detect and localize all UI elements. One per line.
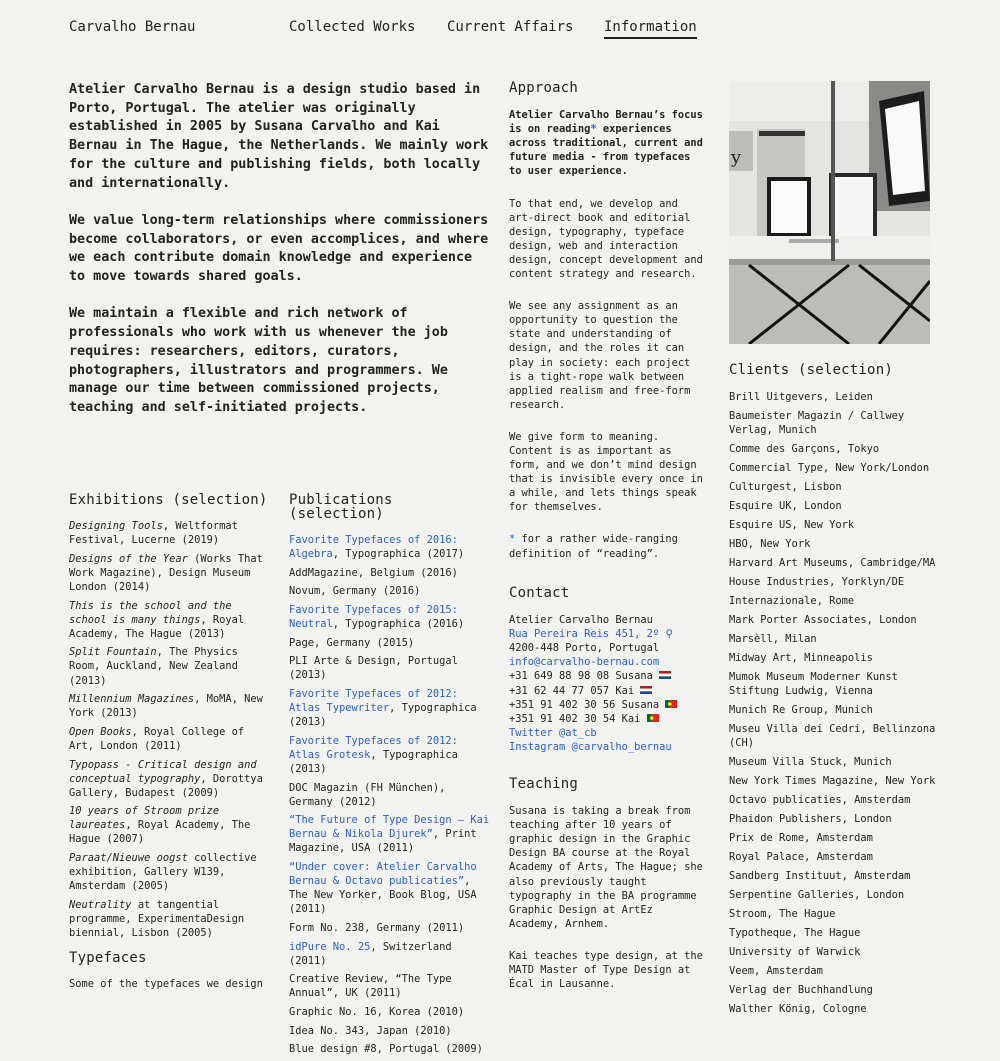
publication-link[interactable]: “Under cover: Atelier Carvalho Bernau & Octavo publicaties” <box>289 861 477 888</box>
publication-item: Page, Germany (2015) <box>289 636 415 649</box>
publication-item[interactable]: Favorite Typefaces of 2012: Atlas Grotesk, Typographica (2013) <box>289 734 458 775</box>
exhibition-item: Designs of the Year (Works That Work Magazine), Design Museum London (2014) <box>69 552 263 593</box>
approach-paragraph: To that end, we develop and art-direct book and editorial design, typography, typeface design, web and interaction design, concept development and content strategy and research. <box>509 197 703 281</box>
client-item: Stroom, The Hague <box>729 907 836 920</box>
netherlands-flag-icon <box>659 670 671 682</box>
phone-line[interactable]: +31 649 88 98 08 Susana <box>509 669 705 683</box>
exhibitions-section <box>69 493 274 945</box>
clients-section <box>729 363 944 1021</box>
teaching-title: Teaching <box>509 776 579 792</box>
client-item: Veem, Amsterdam <box>729 964 823 977</box>
publication-item[interactable]: Favorite Typefaces of 2015: Neutral, Typographica (2016) <box>289 604 465 631</box>
client-item: House Industries, Yorklyn/DE <box>729 576 905 589</box>
publications-title: Publications (selection) <box>289 492 393 523</box>
studio-photo <box>729 81 930 344</box>
contact-section <box>509 586 705 754</box>
exhibition-item: 10 years of Stroom prize laureates, Royal Academy, The Hague (2007) <box>69 805 251 846</box>
address-link[interactable]: Rua Pereira Reis 451, 2º <box>509 628 660 641</box>
publication-item[interactable]: idPure No. 25, Switzerland (2011) <box>289 940 452 967</box>
client-item: Internazionale, Rome <box>729 595 855 608</box>
client-item: Phaidon Publishers, London <box>729 813 892 826</box>
publication-link[interactable]: Favorite Typefaces of 2016: Algebra <box>289 534 458 561</box>
contact-name: Atelier Carvalho Bernau <box>509 614 653 627</box>
publication-link[interactable]: Favorite Typefaces of 2012: Atlas Grotesk <box>289 734 458 761</box>
exhibition-item: Split Fountain, The Physics Room, Auckland, New Zealand (2013) <box>69 646 238 687</box>
publication-item[interactable]: “The Future of Type Design — Kai Bernau & Nikola Djurek”, Print Magazine, USA (2011) <box>289 814 490 855</box>
publication-item: Creative Review, “The Type Annual”, UK (2011) <box>289 973 452 1000</box>
client-item: Mumok Museum Moderner Kunst Stiftung Ludwig, Vienna <box>729 670 898 698</box>
svg-text:y: y <box>731 147 742 168</box>
exhibitions-list <box>69 519 274 940</box>
phone-line[interactable]: +351 91 402 30 54 Kai <box>509 712 705 726</box>
publication-item: Idea No. 343, Japan (2010) <box>289 1024 452 1037</box>
client-item: Midway Art, Minneapolis <box>729 651 873 664</box>
approach-paragraph: We see any assignment as an opportunity to question the state and understanding of design, and the roles it can play in society: each project is a tight-rope walk between applied realism and free-form research. <box>509 300 691 411</box>
twitter-link[interactable]: Twitter @at_cb <box>509 726 597 739</box>
intro-paragraph: We maintain a flexible and rich network of professionals who work with us whenever the job requires: researchers, editors, curators, photographers, illustrators and programmers. We manage our time between commissioned projects, teaching and self-initiated projects. <box>69 306 448 415</box>
studio-photo-icon <box>729 81 930 344</box>
teaching-paragraph: Susana is taking a break from teaching after 10 years of graphic design in the Graphic Design BA course at the Royal Academy of Arts, The Hague; she also previously taught typography in the BA programme Graphic Design at ArtEz Academy, Arnhem. <box>509 805 703 930</box>
intro-paragraph: We value long-term relationships where commissioners become collaborators, or even accomplices, and where we each contribute domain knowledge and experience to move towards shared goals. <box>69 212 489 285</box>
footnote-star[interactable]: * <box>590 123 597 136</box>
client-item: Brill Uitgevers, Leiden <box>729 391 873 404</box>
typefaces-section <box>69 951 274 991</box>
publication-item: Blue design #8, Portugal (2009) <box>289 1043 483 1056</box>
client-item: Verlag der Buchhandlung <box>729 983 873 996</box>
nav-information[interactable]: Information <box>604 19 697 39</box>
typefaces-text: Some of the typefaces we design <box>69 978 263 991</box>
publication-link[interactable]: “The Future of Type Design — Kai Bernau & Nikola Djurek” <box>289 814 490 841</box>
client-item: HBO, New York <box>729 538 811 551</box>
publication-item: AddMagazine, Belgium (2016) <box>289 566 458 579</box>
exhibition-item: Millennium Magazines, MoMA, New York (2013) <box>69 693 263 720</box>
instagram-link[interactable]: Instagram @carvalho_bernau <box>509 740 672 753</box>
publication-item[interactable]: Favorite Typefaces of 2012: Atlas Typewriter, Typographica (2013) <box>289 688 477 729</box>
publications-section <box>289 493 494 1061</box>
approach-paragraph: We give form to meaning. Content is as important as form, and we don’t mind design that is invisible every once in a while, and lets things speak for themselves. <box>509 430 703 514</box>
exhibition-item: This is the school and the school is many things, Royal Academy, The Hague (2013) <box>69 599 245 640</box>
client-item: Comme des Garçons, Tokyo <box>729 443 880 456</box>
client-item: Prix de Rome, Amsterdam <box>729 832 873 845</box>
client-item: Museum Villa Stuck, Munich <box>729 756 892 769</box>
publication-item: Novum, Germany (2016) <box>289 585 421 598</box>
publication-link[interactable]: Favorite Typefaces of 2012: Atlas Typewriter <box>289 688 458 715</box>
publication-item: Form No. 238, Germany (2011) <box>289 921 465 934</box>
nav-collected-works[interactable]: Collected Works <box>289 19 416 35</box>
clients-title: Clients (selection) <box>729 362 893 378</box>
email-link[interactable]: info@carvalho-bernau.com <box>509 656 660 669</box>
client-item: Walther König, Cologne <box>729 1002 867 1015</box>
publication-item: Graphic No. 16, Korea (2010) <box>289 1005 465 1018</box>
publication-item[interactable]: Favorite Typefaces of 2016: Algebra, Typographica (2017) <box>289 534 465 561</box>
exhibition-item: Neutrality at tangential programme, ExperimentaDesign biennial, Lisbon (2005) <box>69 898 245 940</box>
exhibition-item: Designing Tools, Weltformat Festival, Lucerne (2019) <box>69 520 238 547</box>
client-item: Serpentine Galleries, London <box>729 889 905 901</box>
map-pin-icon[interactable]: ⚲ <box>665 628 674 641</box>
phone-line[interactable]: +351 91 402 30 56 Susana <box>509 698 705 712</box>
client-item: Harvard Art Museums, Cambridge/MA <box>729 557 936 570</box>
client-item: New York Times Magazine, New York <box>729 775 936 788</box>
teaching-section <box>509 777 705 1009</box>
client-item: University of Warwick <box>729 945 861 958</box>
contact-title: Contact <box>509 585 570 601</box>
client-item: Sandberg Instituut, Amsterdam <box>729 870 911 883</box>
teaching-paragraph: Kai teaches type design, at the MATD Master of Type Design at Écal in Lausanne. <box>509 949 703 991</box>
clients-list <box>729 390 944 1016</box>
client-item: Typotheque, The Hague <box>729 926 861 939</box>
portugal-flag-icon <box>647 713 659 725</box>
publication-link[interactable]: Favorite Typefaces of 2015: Neutral <box>289 604 458 631</box>
client-item: Museu Villa dei Cedri, Bellinzona (CH) <box>729 723 936 750</box>
publication-link[interactable]: idPure No. 25 <box>289 940 371 953</box>
client-item: Marsèll, Milan <box>729 633 817 645</box>
publications-list <box>289 533 494 1056</box>
nav-current-affairs[interactable]: Current Affairs <box>447 19 574 35</box>
client-item: Esquire US, New York <box>729 519 855 532</box>
contact-city: 4200-448 Porto, Portugal <box>509 642 660 655</box>
phone-line[interactable]: +31 62 44 77 057 Kai <box>509 684 705 698</box>
exhibitions-title: Exhibitions (selection) <box>69 492 268 508</box>
intro-text <box>69 81 489 436</box>
client-item: Culturgest, Lisbon <box>729 481 842 494</box>
client-item: Munich Re Group, Munich <box>729 704 873 717</box>
publication-item[interactable]: “Under cover: Atelier Carvalho Bernau & Octavo publicaties”, The New Yorker, Book Blog, USA (2011) <box>289 861 477 916</box>
typefaces-title: Typefaces <box>69 950 147 966</box>
brand-logo[interactable]: Carvalho Bernau <box>69 19 196 35</box>
client-item: Mark Porter Associates, London <box>729 614 917 627</box>
exhibition-item: Typopass - Critical design and conceptual typography, Dorottya Gallery, Budapest (2009) <box>69 758 263 799</box>
client-item: Octavo publicaties, Amsterdam <box>729 794 911 807</box>
publication-item: PLI Arte & Design, Portugal (2013) <box>289 655 458 682</box>
client-item: Royal Palace, Amsterdam <box>729 851 873 864</box>
exhibition-item: Paraat/Nieuwe oogst collective exhibition, Gallery W139, Amsterdam (2005) <box>69 852 257 893</box>
client-item: Commercial Type, New York/London <box>729 462 930 475</box>
client-item: Baumeister Magazin / Callwey Verlag, Munich <box>729 410 905 437</box>
publication-item: DOC Magazin (FH München), Germany (2012) <box>289 781 446 808</box>
approach-footnote: * for a rather wide-ranging definition of “reading”. <box>509 533 678 560</box>
exhibition-item: Open Books, Royal College of Art, London (2011) <box>69 725 245 752</box>
approach-lead: Atelier Carvalho Bernau’s focus is on reading* experiences across traditional, current and future media - from typefaces to user experience. <box>509 109 703 178</box>
approach-section <box>509 81 705 579</box>
netherlands-flag-icon <box>640 685 652 697</box>
approach-title: Approach <box>509 80 579 96</box>
footnote-star[interactable]: * <box>509 533 516 546</box>
portugal-flag-icon <box>665 699 677 711</box>
client-item: Esquire UK, London <box>729 500 842 513</box>
intro-paragraph: Atelier Carvalho Bernau is a design studio based in Porto, Portugal. The atelier was originally established in 2005 by Susana Carvalho and Kai Bernau in The Hague, the Netherlands. We mainly work for the culture and publishing fields, both locally and internationally. <box>69 82 489 191</box>
